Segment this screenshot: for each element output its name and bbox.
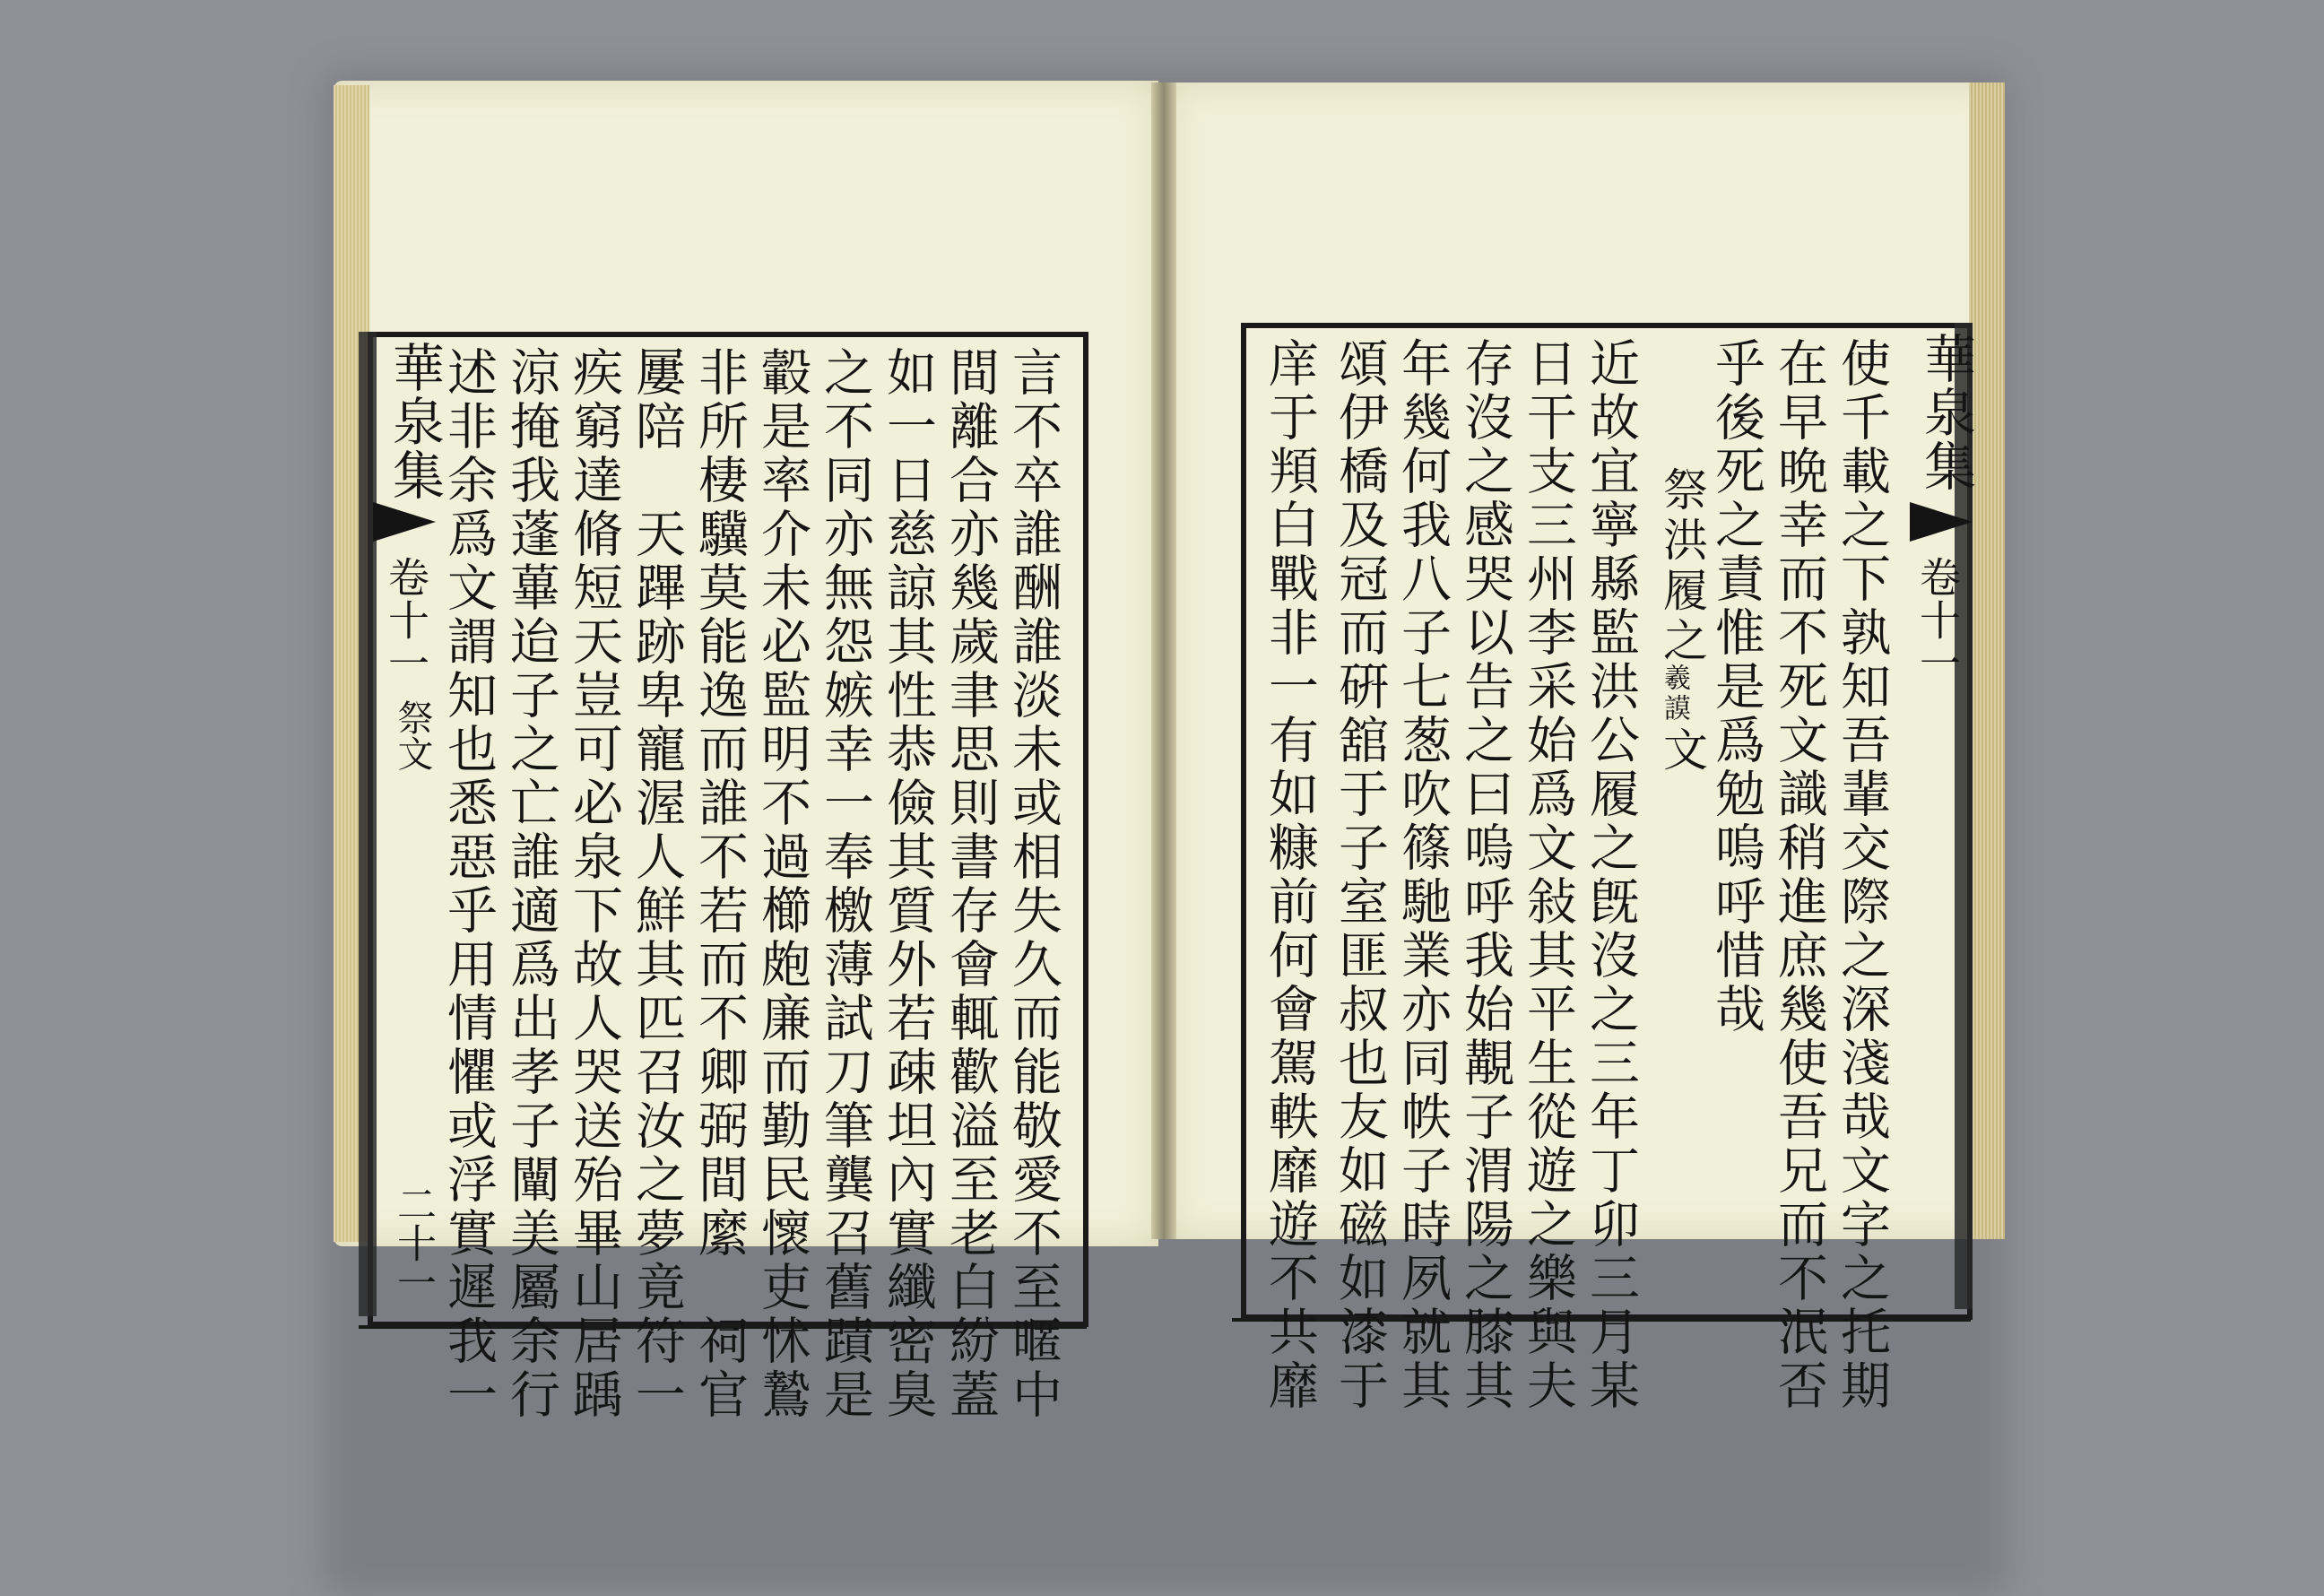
left-column-5: 轂是率介未必監明不過櫛皰廉而勤民懷吏怵鷙 bbox=[753, 346, 811, 1422]
left-fish-tail-mark bbox=[373, 502, 436, 542]
essay-heading-suffix: 文 bbox=[1656, 726, 1708, 776]
left-column-9: 涼掩我蓬蓽迨子之亡誰適爲出孝子闡美屬余行 bbox=[502, 346, 560, 1422]
left-column-6: 非所棲驥莫能逸而誰不若而不卿弼間縻 祠官 bbox=[690, 346, 749, 1422]
left-margin-title: 華泉集 bbox=[384, 341, 445, 502]
left-column-10: 述非余爲文謂知也悉惡乎用情懼或浮實遲我一 bbox=[439, 346, 498, 1422]
right-page-edges bbox=[1969, 82, 2005, 1239]
right-column-5: 日干支三州李采始爲文敍其平生從遊之樂與夫 bbox=[1519, 337, 1577, 1413]
left-column-2: 間離合亦幾歲聿思則書存會輒歡溢至老白紛蓋 bbox=[941, 346, 1000, 1422]
right-column-1: 使千載之下孰知吾輩交際之深淺哉文字之托期 bbox=[1833, 337, 1891, 1413]
right-margin-title: 華泉集 bbox=[1915, 332, 1976, 493]
essay-heading-note: 羲謨 bbox=[1659, 664, 1690, 724]
left-page-number: 二十一 bbox=[390, 1184, 436, 1302]
right-column-4: 近故宜寧縣監洪公履之旣沒之三年丁卯三月某 bbox=[1582, 337, 1640, 1413]
left-column-4: 之不同亦無怨嫉幸一奉檄薄試刀筆龔召舊蹟是 bbox=[816, 346, 874, 1422]
essay-heading: 祭洪履之 bbox=[1656, 466, 1708, 667]
right-column-7: 年幾何我八子七葱吹篠馳業亦同帙子時夙就其 bbox=[1393, 337, 1452, 1413]
right-column-9: 庠于頖白戰非一有如糠前何會駕軼靡遊不共靡 bbox=[1261, 337, 1319, 1413]
right-column-3: 乎後死之責惟是爲勉嗚呼惜哉 bbox=[1707, 337, 1765, 1037]
left-margin-volume: 卷十一 bbox=[382, 556, 430, 685]
right-margin-volume: 卷十一 bbox=[1913, 556, 1962, 685]
left-margin-band bbox=[359, 332, 377, 1316]
book-gutter bbox=[1151, 82, 1176, 1239]
left-column-1: 言不卒誰酬誰淡未或相失久而能敬愛不至暱中 bbox=[1004, 346, 1062, 1422]
left-margin-section: 祭文 bbox=[392, 699, 433, 771]
right-column-2: 在早晩幸而不死文識稍進庶幾使吾兄而不泯否 bbox=[1770, 337, 1828, 1413]
right-column-6: 存沒之感哭以告之曰嗚呼我始覯子渭陽之膝其 bbox=[1456, 337, 1514, 1413]
right-column-8: 頌伊橋及冠而硏舘于子室匪叔也友如磁如漆于 bbox=[1331, 337, 1389, 1413]
left-column-8: 疾窮達脩短天豈可必泉下故人哭送殆畢山居踽 bbox=[565, 346, 623, 1422]
left-column-7: 屢陪 天蹕跡卑寵渥人鮮其匹召汝之夢竟符一 bbox=[628, 346, 686, 1422]
right-fish-tail-mark bbox=[1910, 502, 1973, 542]
left-column-3: 如一日慈諒其性恭儉其質外若疎坦內實纖密臭 bbox=[879, 346, 937, 1422]
